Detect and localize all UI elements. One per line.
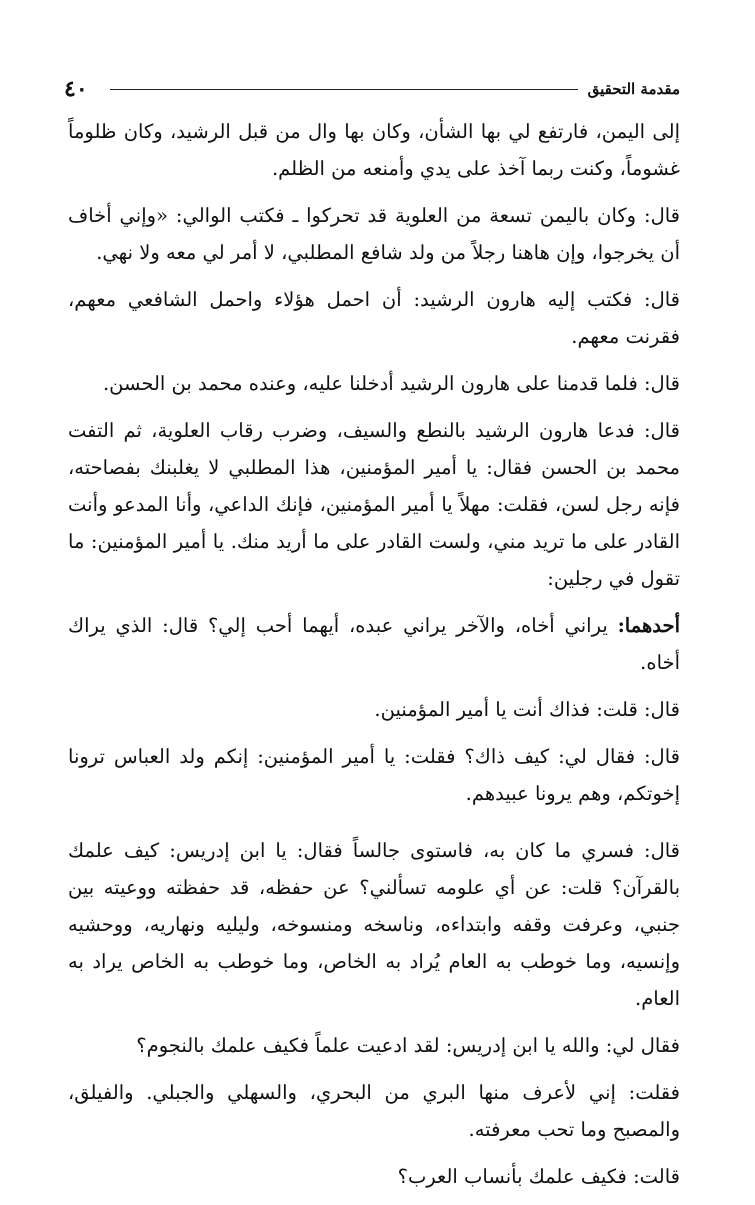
header-rule: [110, 89, 578, 90]
paragraph: فقال لي: والله يا ابن إدريس: لقد ادعيت علماً فكيف علمك بالنجوم؟: [136, 1034, 680, 1057]
paragraph: قال: فقال لي: كيف ذاك؟ فقلت: يا أمير المؤمنين: إنكم ولد العباس ترونا إخوتكم، وهم يرونا عبيدهم.: [68, 745, 680, 805]
paragraph: قالت: فكيف علمك بأنساب العرب؟: [397, 1165, 680, 1188]
paragraph: [68, 607, 680, 681]
paragraph: قال: فلما قدمنا على هارون الرشيد أدخلنا عليه، وعنده محمد بن الحسن.: [102, 372, 680, 395]
paragraph: قال: فكتب إليه هارون الرشيد: أن احمل هؤلاء واحمل الشافعي معهم، فقرنت معهم.: [68, 288, 680, 348]
paragraph-text: يراني أخاه، والآخر يراني عبده، أيهما أحب إلي؟ قال: الذي يراك أخاه.: [68, 614, 680, 674]
paragraph: قال: فسري ما كان به، فاستوى جالساً فقال: يا ابن إدريس: كيف علمك بالقرآن؟ قلت: عن أي علومه تسألني؟ عن حفظه، قد حفظته ووعيته بين جنبي، وعرفت وقفه وابتداءه، وناسخه ومنسوخه، وليليه ونهاريه، ووحشيه وإنسيه، وما خوطب به العام يُراد به الخاص، وما خوطب به الخاص يراد به العام.: [68, 839, 680, 1010]
paragraph: قال: وكان باليمن تسعة من العلوية قد تحركوا ـ فكتب الوالي: «وإني أخاف أن يخرجوا، وإن هاهنا رجلاً من ولد شافع المطلبي، لا أمر لي معه ولا نهي.: [68, 204, 680, 264]
page-header: [60, 72, 680, 106]
paragraph: فقلت: إني لأعرف منها البري من البحري، والسهلي والجبلي. والفيلق، والمصبح وما تحب معرفته.: [68, 1081, 680, 1141]
bold-lead: أحدهما:: [617, 614, 680, 637]
page-number: ٤٠: [64, 76, 88, 102]
paragraph: إلى اليمن، فارتفع لي بها الشأن، وكان بها وال من قبل الرشيد، وكان ظلوماً غشوماً، وكنت ربما آخذ على يدي وأمنعه من الظلم.: [68, 120, 680, 180]
paragraph: قال: فدعا هارون الرشيد بالنطع والسيف، وضرب رقاب العلوية، ثم التفت محمد بن الحسن فقال: يا أمير المؤمنين، هذا المطلبي لا يغلبنك بفصاحته، فإنه رجل لسن، فقلت: مهلاً يا أمير المؤمنين، فإنك الداعي، وأنا المدعو وأنت القادر على ما تريد مني، ولست القادر على ما أريد منك. يا أمير المؤمنين: ما تقول في رجلين:: [68, 419, 680, 590]
page-body: [68, 113, 680, 1205]
paragraph: قال: قلت: فذاك أنت يا أمير المؤمنين.: [374, 698, 680, 721]
running-title: مقدمة التحقيق: [587, 80, 680, 98]
